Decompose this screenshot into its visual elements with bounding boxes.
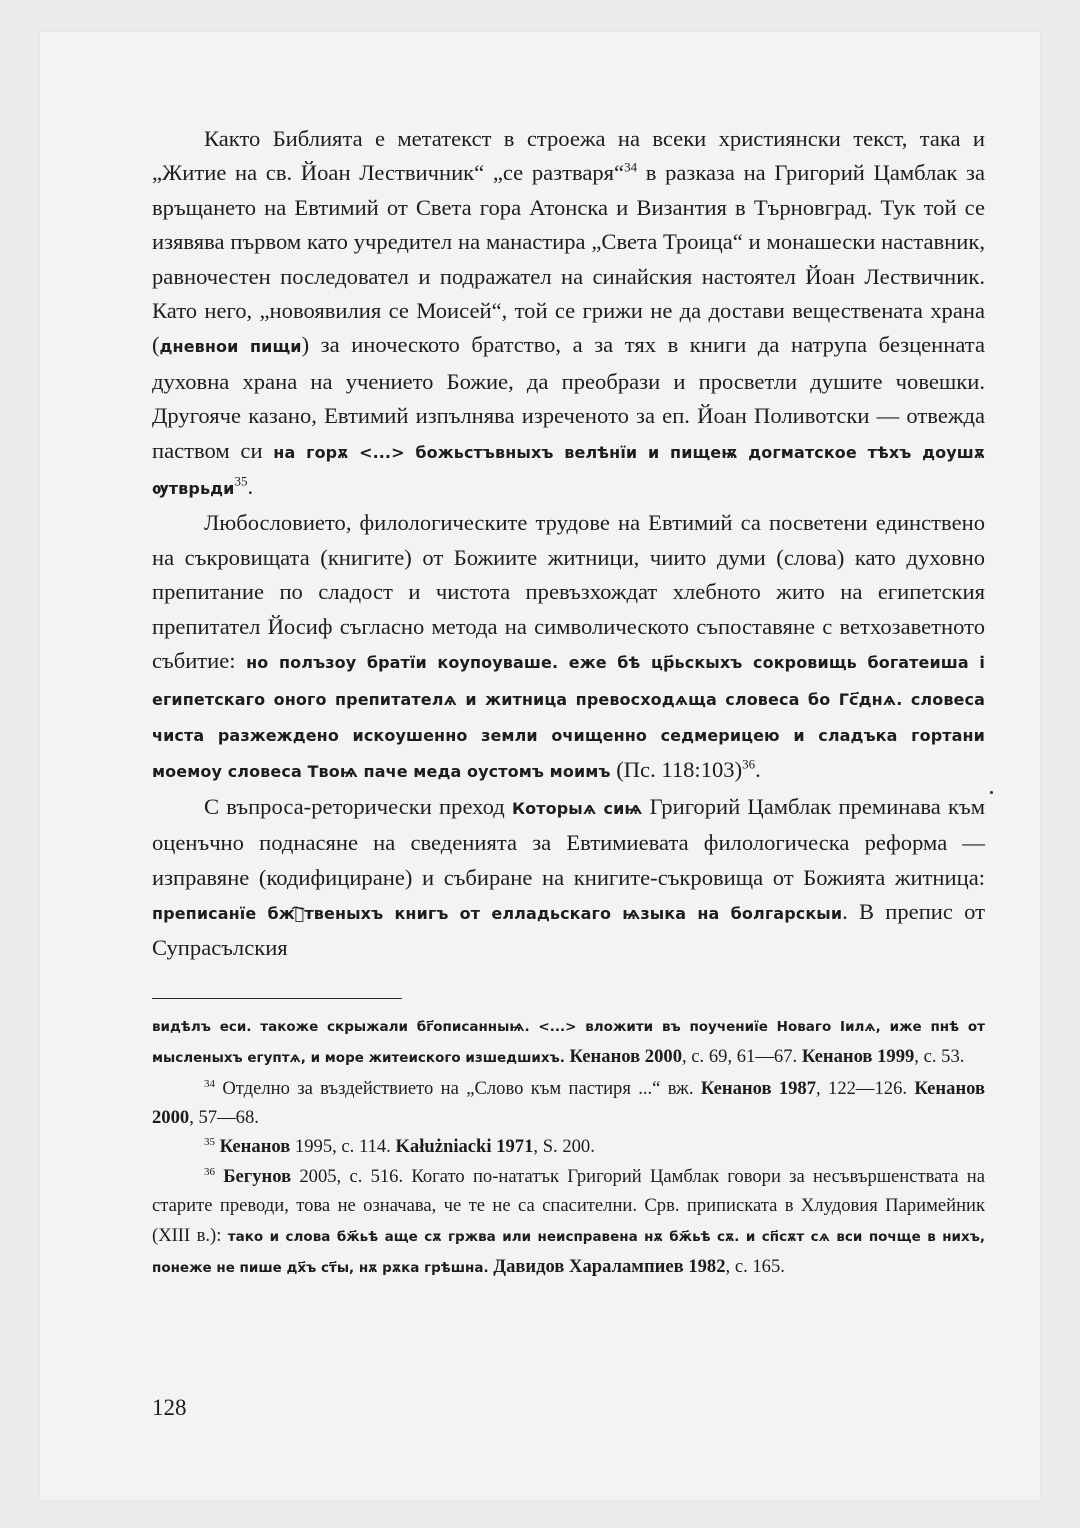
footnote-continuation bbox=[152, 1011, 985, 1074]
page-number: 128 bbox=[152, 1395, 187, 1420]
paragraph-1-text: . bbox=[247, 474, 254, 500]
footnote-ref-36: 36 bbox=[742, 756, 756, 772]
paragraph-3 bbox=[152, 790, 985, 966]
book-page bbox=[40, 32, 1040, 1500]
reference-bold: Бегунов bbox=[223, 1165, 292, 1187]
reference-bold: Кенанов 2000 bbox=[152, 1077, 986, 1128]
footnote-text: , 57—68. bbox=[189, 1106, 259, 1128]
footnote-ref-34: 34 bbox=[624, 159, 638, 175]
paragraph-1-text: ) за иноческото братство, а за тях в книги да натрупа безценната духовна храна на учението Божие, да преобрази и просветли душите човешки. Другояче казано, Евтимий изпълнява изреченото за еп. Йоан Поливотски — отвежда паством си bbox=[152, 332, 985, 463]
footnote-text: , с. 69, 61—67. bbox=[682, 1046, 802, 1068]
footnote-34 bbox=[152, 1074, 985, 1133]
footnote-text: , с. 165. bbox=[725, 1256, 785, 1277]
footnote-number: 34 bbox=[204, 1077, 215, 1090]
footnote-text: Отделно за въздействието на „Слово към пастиря ...“ вж. bbox=[215, 1077, 701, 1099]
reference-bold: Кенанов 1987 bbox=[700, 1077, 817, 1099]
paragraph-3-text: . В препис от Супрасълския bbox=[152, 898, 985, 961]
paragraph-2-text: Любословието, филологическите трудове на Евтимий са посветени единствено на съкровищата (книгите) от Божиите житници, чиито думи (слова) като духовно препитание по сладост и чистота превъзхождат хлебното жито на египетския препитател Йосиф съгласно метода на символическото съпоставяне с ветхозаветното събитие: bbox=[152, 510, 985, 674]
church-slavonic-quote: видѣлъ еси. такоже скрыжали бг҃описанныѩ. <...> вложити въ поучениїе Новаго Іилѧ, иже пнѣ от мысленыхъ егуптѧ, и море житеиского изшедшихъ. bbox=[152, 1018, 985, 1067]
church-slavonic-quote: преписанїе бжⷭ҇твеныхъ книгъ от елладьскаго ѩзыка на болгарскыи bbox=[152, 903, 843, 923]
footnotes bbox=[152, 1011, 985, 1284]
footnote-36 bbox=[152, 1162, 985, 1284]
footnote-text: , 122—126. bbox=[816, 1077, 915, 1099]
paragraph-2-text: . bbox=[755, 757, 761, 783]
paragraph-2-text: (Пс. 118:103) bbox=[610, 757, 743, 783]
reference-bold: Давидов Харалампиев 1982 bbox=[493, 1256, 726, 1277]
scan-dust-speck bbox=[990, 791, 993, 794]
church-slavonic-quote: но полъзоу братїи коупоуваше. еже бѣ цр҃ьскыхъ сокровищь богатеиша і египетскаго оного препитателѧ и житница превосходѧща словеса бо Гс҃днѧ. словеса чиста разжеждено искоушенно земли очищенно седмерицею и сладъка гортани моемоу словеса Твоѩ паче меда оустомъ моимъ bbox=[152, 653, 985, 782]
church-slavonic-quote: тако и слова бж҃ьѣ аще сѫ гржва или неисправена нѫ бж҃ьѣ сѫ. и сп҃сѫт сѧ вси почще в нихъ, понеже не пише дх҃ъ ст҃ы, нѫ рѫка грѣшна. bbox=[152, 1228, 985, 1276]
footnote-35 bbox=[152, 1132, 985, 1161]
paragraph-3-text: Григорий Цамблак преминава към оценъчно поднасяне на сведенията за Евтимиевата филологическа реформа — изправяне (кодифициране) и събиране на книгите-съкровища от Божията житница: bbox=[152, 793, 985, 890]
reference-bold: Kałużniacki 1971 bbox=[395, 1136, 534, 1158]
footnote-text: 2005, с. 516. Когато по-нататък Григорий Цамблак говори за несъвършенствата на старите преводи, това не означава, че те не са спасителни. Срв. приписката в Хлудовия Паримейник (XIII в.): bbox=[152, 1165, 985, 1246]
reference-bold: Кенанов 1999 bbox=[801, 1046, 915, 1068]
footnote-separator bbox=[152, 998, 402, 999]
church-slavonic-quote: на горѫ <...> божьстъвныхъ велѣнїи и пищеѭ догматское тѣхъ доушѫ ѹтврьди bbox=[152, 442, 985, 499]
main-text bbox=[152, 122, 985, 966]
footnote-text: , с. 53. bbox=[914, 1046, 965, 1068]
reference-bold: Кенанов bbox=[219, 1136, 291, 1158]
church-slavonic-quote: дневнои пищи bbox=[159, 337, 302, 357]
church-slavonic-quote: Которыѧ сиѩ bbox=[511, 798, 643, 818]
footnote-ref-35: 35 bbox=[234, 473, 248, 489]
reference-bold: Кенанов 2000 bbox=[569, 1046, 682, 1068]
footnote-number: 36 bbox=[204, 1165, 215, 1178]
footnote-text: 1995, с. 114. bbox=[290, 1136, 396, 1158]
paragraph-3-text: С въпроса-реторически преход bbox=[204, 793, 512, 819]
page-text bbox=[152, 122, 985, 1283]
paragraph-1-text: в разказа на Григорий Цамблак за връщането на Евтимий от Света гора Атонска и Византия в Търновград. Тук той се изявява първом като учредител на манастира „Света Троица“ и монашески наставник, равночестен последовател и подражател на синайския настоятел Йоан Лествичник. Като него, „новоявилия се Моисей“, той се грижи не да достави веществената храна ( bbox=[152, 160, 985, 358]
footnote-number: 35 bbox=[204, 1136, 215, 1149]
paragraph-2 bbox=[152, 506, 985, 789]
footnote-text: , S. 200. bbox=[533, 1136, 595, 1158]
paragraph-1-text: Както Библията е метатекст в строежа на всеки християнски текст, така и „Житие на св. Йоан Лествичник“ „се разтваря“ bbox=[152, 126, 985, 186]
paragraph-1 bbox=[152, 122, 985, 506]
